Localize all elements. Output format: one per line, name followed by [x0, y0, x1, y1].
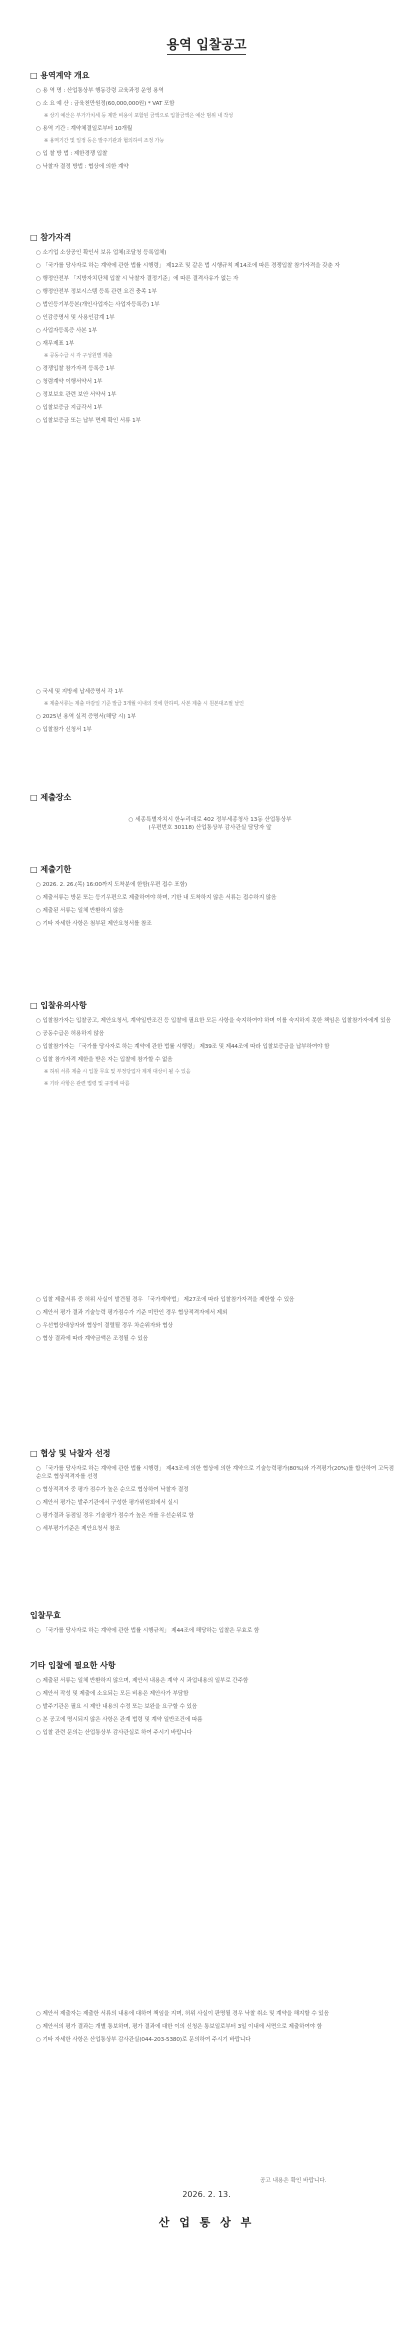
list-item: ○ 「국가를 당사자로 하는 계약에 관한 법률 시행령」 제43조에 의한 협상에 의한 계약으로 기술능력평가(80%)와 가격평가(20%)를 합산하여 고득점 순으로 협상적격자를 선정: [36, 1466, 394, 1480]
list-item: ○ 「국가를 당사자로 하는 계약에 관한 법률 시행령」 제12조 및 같은 법 시행규칙 제14조에 따른 경쟁입찰 참가자격을 갖춘 자: [36, 263, 340, 269]
section-heading: 입찰무효: [30, 1611, 61, 1620]
section-heading: □ 제출기한: [30, 865, 72, 874]
list-item: ○ 협상 결과에 따라 계약금액은 조정될 수 있음: [36, 1336, 148, 1342]
section-submission-place: [30, 792, 400, 809]
list-item: ○ 인감증명서 및 사용인감계 1부: [36, 315, 115, 321]
list-note: ※ 공동수급 시 각 구성원별 제출: [44, 353, 113, 359]
section-deadline: [30, 864, 400, 933]
list-item: ○ 공동수급은 허용하지 않음: [36, 1031, 105, 1037]
section-heading: □ 협상 및 낙찰자 선정: [30, 1449, 111, 1458]
list-note: ※ 허위 서류 제출 시 입찰 무효 및 부정당업자 제재 대상이 될 수 있음: [44, 1069, 191, 1075]
notice-date: 2026. 2. 13.: [182, 2190, 231, 2199]
list-item: ○ 제안서 평가 결과 기술능력 평가점수가 기준 미만인 경우 협상적격자에서 제외: [36, 1310, 228, 1316]
section-negotiation: [30, 1448, 400, 1538]
list-item: ○ 기타 자세한 사항은 첨부된 제안요청서를 참조: [36, 921, 152, 927]
list-item: ○ 청렴계약 이행서약서 1부: [36, 379, 103, 385]
section-contract-overview: [30, 70, 400, 176]
list-item: ○ 2026. 2. 26.(목) 16:00까지 도착분에 한함(우편 접수 포함): [36, 882, 187, 888]
list-item: ○ 제안서 제출자는 제출한 서류의 내용에 대하여 책임을 지며, 허위 사실이 판명될 경우 낙찰 취소 및 계약을 해지할 수 있음: [36, 2011, 329, 2017]
section-other-matters: [30, 1660, 400, 1742]
section-bid-notes-cont: [30, 1296, 400, 1348]
list-item: ○ 입찰 제출서류 중 허위 사실이 발견될 경우 「국가계약법」 제27조에 따라 입찰참가자격을 제한할 수 있음: [36, 1297, 295, 1303]
list-item: ○ 입찰보증금 지급각서 1부: [36, 405, 103, 411]
list-item: ○ 제안서의 평가 결과는 개별 통보하며, 평가 결과에 대한 이의 신청은 통보일로부터 3일 이내에 서면으로 제출하여야 함: [36, 2024, 323, 2030]
section-bid-notes: [30, 1000, 400, 1093]
list-item: ○ 소기업 소상공인 확인서 보유 업체(조달청 등록업체): [36, 250, 167, 256]
list-item: ○ 정보보호 관련 보안 서약서 1부: [36, 392, 117, 398]
list-note: ※ 용역기간 및 일정 등은 발주기관과 협의하여 조정 가능: [44, 138, 165, 144]
section-heading: □ 용역계약 개요: [30, 71, 90, 80]
list-item: ○ 본 공고에 명시되지 않은 사항은 관계 법령 및 계약 일반조건에 따름: [36, 1717, 203, 1723]
submission-address: [110, 816, 310, 832]
list-item: ○ 행정안전부 「지방자치단체 입찰 시 낙찰자 결정기준」에 따른 결격사유가 없는 자: [36, 276, 239, 282]
list-item: ○ 입찰 참가자격 제한을 받은 자는 입찰에 참가할 수 없음: [36, 1057, 173, 1063]
list-item: ○ 제안서 평가는 발주기관에서 구성한 평가위원회에서 실시: [36, 1500, 179, 1506]
list-item: ○ 국세 및 지방세 납세증명서 각 1부: [36, 689, 124, 695]
list-item: ○ 입찰보증금 또는 납부 면제 확인 서류 1부: [36, 418, 141, 424]
list-item: ○ 2025년 용역 실적 증명서(해당 시) 1부: [36, 714, 136, 720]
list-item: ○ 재무제표 1부: [36, 341, 75, 347]
list-item: ○ 세부평가기준은 제안요청서 참조: [36, 1526, 121, 1532]
list-item: ○ 용 역 명 : 산업통상부 행동강령 교육과정 운영 용역: [36, 88, 164, 94]
list-item: ○ 기타 자세한 사항은 산업통상부 감사관실(044-203-5380)로 문의하여 주시기 바랍니다: [36, 2037, 251, 2043]
list-item: ○ 입찰 관련 문의는 산업통상부 감사관실로 하여 주시기 바랍니다: [36, 1730, 193, 1736]
list-item: ○ 평가결과 동점일 경우 기술평가 점수가 높은 자를 우선순위로 함: [36, 1513, 194, 1519]
section-final-notes: [30, 2010, 400, 2049]
section-heading: 기타 입찰에 필요한 사항: [30, 1661, 116, 1670]
list-item: ○ 제안서 작성 및 제출에 소요되는 모든 비용은 제안사가 부담함: [36, 1691, 189, 1697]
section-eligibility-cont: [30, 688, 400, 739]
list-item: ○ 경쟁입찰 참가자격 등록증 1부: [36, 366, 115, 372]
list-item: ○ 용역 기간 : 계약체결일로부터 10개월: [36, 126, 133, 132]
closing-note: 공고 내용은 확인 바랍니다.: [260, 2178, 327, 2184]
section-heading: □ 제출장소: [30, 793, 72, 802]
list-item: ○ 낙찰자 결정 방법 : 협상에 의한 계약: [36, 164, 129, 170]
list-note: ※ 상기 예산은 부가가치세 등 제반 비용이 포함된 금액으로 입찰금액은 예산 범위 내 작성: [44, 113, 234, 119]
list-note: ※ 제출서류는 제출 마감일 기준 발급 3개월 이내의 것에 한하며, 사본 제출 시 원본대조필 날인: [44, 701, 244, 707]
list-item: ○ 입찰참가자는 「국가를 당사자로 하는 계약에 관한 법률 시행령」 제39조 및 제44조에 따라 입찰보증금을 납부하여야 함: [36, 1044, 330, 1050]
list-item: ○ 우선협상대상자와 협상이 결렬될 경우 차순위자와 협상: [36, 1323, 173, 1329]
list-note: ※ 기타 사항은 관련 법령 및 규정에 따름: [44, 1081, 130, 1087]
section-heading: □ 입찰유의사항: [30, 1001, 87, 1010]
list-item: ○ 사업자등록증 사본 1부: [36, 328, 98, 334]
section-invalid-bids: [30, 1610, 400, 1640]
issuing-agency: 산 업 통 상 부: [158, 2216, 255, 2229]
section-heading: □ 참가자격: [30, 233, 72, 242]
address-line: ○ 세종특별자치시 한누리대로 402 정부세종청사 13동 산업통상부: [128, 817, 292, 823]
list-item: ○ 협상적격자 중 평가 점수가 높은 순으로 협상하여 낙찰자 결정: [36, 1487, 189, 1493]
section-eligibility: [30, 232, 400, 430]
list-item: ○ 제출된 서류는 일체 반환하지 않으며, 제안서 내용은 계약 시 과업내용의 일부로 간주함: [36, 1678, 249, 1684]
list-item: ○ 행정안전부 정보시스템 등록 관련 요건 충족 1부: [36, 289, 157, 295]
list-item: ○ 제출서류는 방문 또는 등기우편으로 제출하여야 하며, 기한 내 도착하지 않은 서류는 접수하지 않음: [36, 895, 277, 901]
list-item: ○ 입찰참가 신청서 1부: [36, 727, 92, 733]
list-item: ○ 제출된 서류는 일체 반환하지 않음: [36, 908, 124, 914]
list-item: ○ 「국가를 당사자로 하는 계약에 관한 법률 시행규칙」 제44조에 해당하는 입찰은 무효로 함: [36, 1628, 260, 1634]
page-title: 용역 입찰공고: [166, 38, 247, 53]
list-item: ○ 발주기관은 필요 시 제안 내용의 수정 또는 보완을 요구할 수 있음: [36, 1704, 198, 1710]
list-item: ○ 입 찰 방 법 : 제한경쟁 입찰: [36, 151, 108, 157]
address-line: (우편번호 30118) 산업통상부 감사관실 담당자 앞: [148, 825, 272, 831]
list-item: ○ 소 요 예 산 : 금육천만원정(60,000,000원) * VAT 포함: [36, 101, 175, 107]
list-item: ○ 입찰참가자는 입찰공고, 제안요청서, 계약일반조건 등 입찰에 필요한 모든 사항을 숙지하여야 하며 이를 숙지하지 못한 책임은 입찰참가자에게 있음: [36, 1018, 391, 1024]
list-item: ○ 법인등기부등본(개인사업자는 사업자등록증) 1부: [36, 302, 160, 308]
